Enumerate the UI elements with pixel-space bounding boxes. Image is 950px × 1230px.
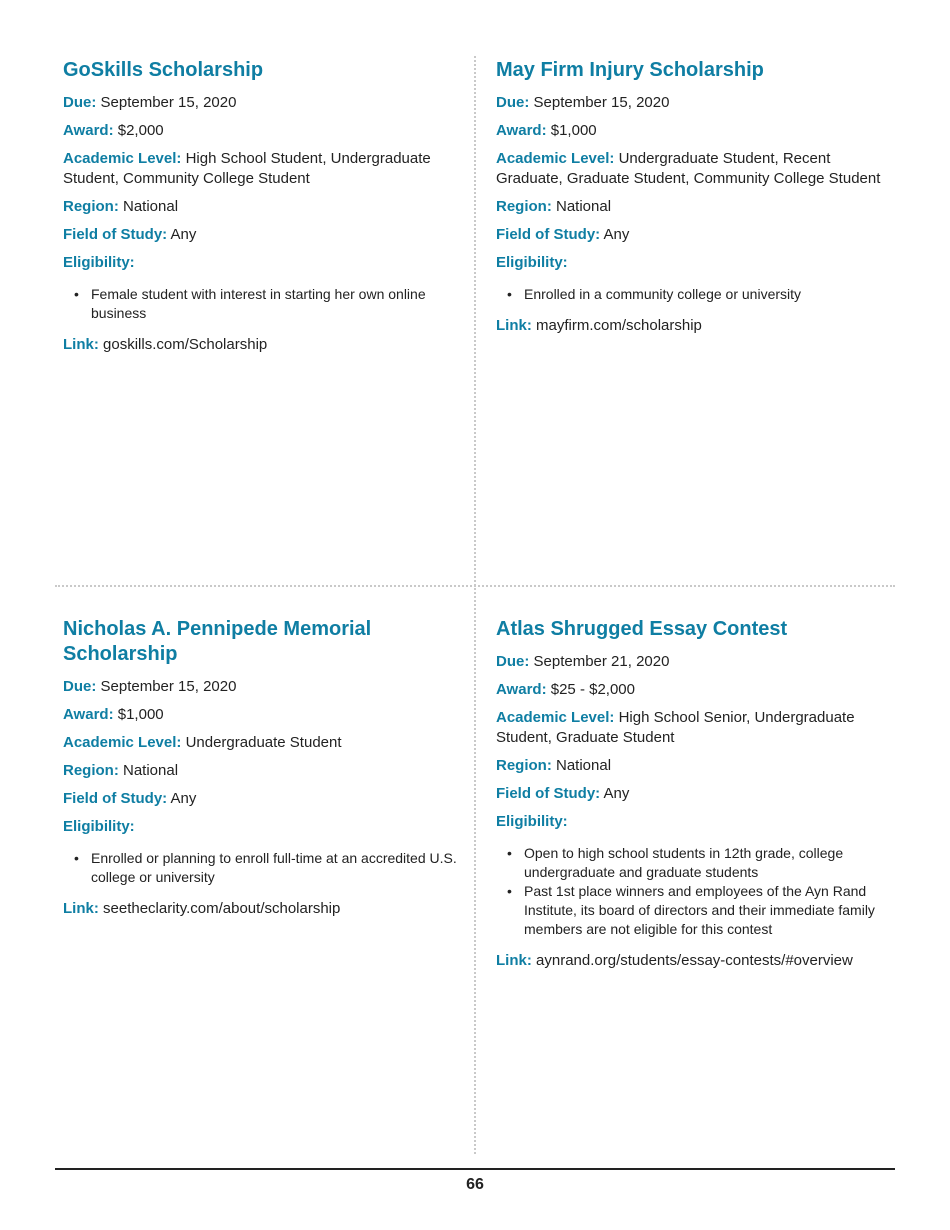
link-url[interactable]: goskills.com/Scholarship: [103, 336, 268, 353]
link-url[interactable]: seetheclarity.com/about/scholarship: [103, 900, 341, 917]
due-value: September 15, 2020: [533, 94, 670, 111]
page-number: 66: [466, 1176, 484, 1193]
academic-level-label: Academic Level:: [496, 150, 615, 167]
link-url[interactable]: aynrand.org/students/essay-contests/#overview: [536, 952, 853, 969]
link-label: Link:: [496, 317, 532, 334]
footer-rule: [55, 1168, 895, 1170]
field-of-study-field: [63, 789, 458, 809]
due-field: [63, 677, 458, 697]
region-value: National: [556, 757, 612, 774]
link-label: Link:: [63, 336, 99, 353]
field-of-study-label: Field of Study:: [496, 785, 601, 802]
region-label: Region:: [63, 762, 119, 779]
award-value: $1,000: [550, 122, 597, 139]
link-field: [63, 899, 458, 919]
due-field: [496, 652, 891, 672]
due-label: Due:: [63, 678, 97, 695]
field-of-study-label: Field of Study:: [496, 226, 601, 243]
field-of-study-field: [63, 225, 458, 245]
award-field: [63, 705, 458, 725]
scholarship-title: May Firm Injury Scholarship: [496, 59, 764, 81]
link-field: [496, 316, 891, 336]
award-field: [496, 121, 891, 141]
award-label: Award:: [63, 706, 114, 723]
scholarship-card-goskills: [63, 58, 458, 363]
academic-level-value: High School Senior, Undergraduate Student, Graduate Student: [496, 709, 855, 746]
academic-level-field: [496, 149, 891, 189]
region-field: [63, 197, 458, 217]
scholarship-card-atlas-shrugged: [496, 617, 891, 979]
academic-level-value: Undergraduate Student, Recent Graduate, Graduate Student, Community College Student: [496, 150, 881, 187]
link-field: [496, 951, 891, 971]
scholarship-title: Nicholas A. Pennipede Memorial Scholarship: [63, 618, 372, 665]
field-of-study-label: Field of Study:: [63, 790, 168, 807]
award-value: $1,000: [117, 706, 164, 723]
row-divider: [55, 585, 895, 587]
eligibility-heading: Eligibility:: [496, 254, 568, 271]
eligibility-list: [63, 849, 458, 887]
eligibility-heading: Eligibility:: [63, 818, 135, 835]
academic-level-field: [63, 733, 458, 753]
scholarship-card-may-firm: [496, 58, 891, 344]
scholarship-card-pennipede: [63, 617, 458, 927]
due-value: September 21, 2020: [533, 653, 670, 670]
due-field: [63, 93, 458, 113]
link-field: [63, 335, 458, 355]
region-field: [496, 756, 891, 776]
field-of-study-value: Any: [603, 785, 630, 802]
eligibility-item: • Female student with interest in starting her own online business: [91, 285, 458, 323]
field-of-study-value: Any: [170, 790, 197, 807]
region-label: Region:: [496, 757, 552, 774]
link-label: Link:: [63, 900, 99, 917]
due-label: Due:: [496, 94, 530, 111]
column-divider: [474, 56, 476, 1154]
due-label: Due:: [63, 94, 97, 111]
region-field: [496, 197, 891, 217]
field-of-study-label: Field of Study:: [63, 226, 168, 243]
region-label: Region:: [496, 198, 552, 215]
eligibility-item: • Enrolled in a community college or university: [524, 285, 891, 304]
award-label: Award:: [496, 122, 547, 139]
academic-level-field: [496, 708, 891, 748]
region-value: National: [123, 762, 179, 779]
due-field: [496, 93, 891, 113]
award-label: Award:: [496, 681, 547, 698]
award-value: $2,000: [117, 122, 164, 139]
field-of-study-field: [496, 225, 891, 245]
academic-level-label: Academic Level:: [63, 734, 182, 751]
academic-level-value: High School Student, Undergraduate Student, Community College Student: [63, 150, 431, 187]
award-field: [496, 680, 891, 700]
academic-level-label: Academic Level:: [63, 150, 182, 167]
scholarship-title: Atlas Shrugged Essay Contest: [496, 618, 788, 640]
scholarship-title: GoSkills Scholarship: [63, 59, 264, 81]
link-label: Link:: [496, 952, 532, 969]
field-of-study-field: [496, 784, 891, 804]
eligibility-item: • Enrolled or planning to enroll full-time at an accredited U.S. college or university: [91, 849, 458, 887]
award-label: Award:: [63, 122, 114, 139]
eligibility-heading: Eligibility:: [63, 254, 135, 271]
eligibility-list: [496, 844, 891, 939]
eligibility-item: • Open to high school students in 12th grade, college undergraduate and graduate students: [524, 844, 891, 882]
region-value: National: [556, 198, 612, 215]
award-value: $25 - $2,000: [550, 681, 635, 698]
eligibility-item: • Past 1st place winners and employees of the Ayn Rand Institute, its board of directors and their immediate family members are not eligible for this contest: [524, 882, 891, 939]
eligibility-heading: Eligibility:: [496, 813, 568, 830]
due-label: Due:: [496, 653, 530, 670]
award-field: [63, 121, 458, 141]
region-label: Region:: [63, 198, 119, 215]
academic-level-field: [63, 149, 458, 189]
field-of-study-value: Any: [170, 226, 197, 243]
field-of-study-value: Any: [603, 226, 630, 243]
eligibility-list: [496, 285, 891, 304]
region-field: [63, 761, 458, 781]
due-value: September 15, 2020: [100, 678, 237, 695]
academic-level-label: Academic Level:: [496, 709, 615, 726]
due-value: September 15, 2020: [100, 94, 237, 111]
link-url[interactable]: mayfirm.com/scholarship: [536, 317, 702, 334]
eligibility-list: [63, 285, 458, 323]
region-value: National: [123, 198, 179, 215]
academic-level-value: Undergraduate Student: [185, 734, 342, 751]
